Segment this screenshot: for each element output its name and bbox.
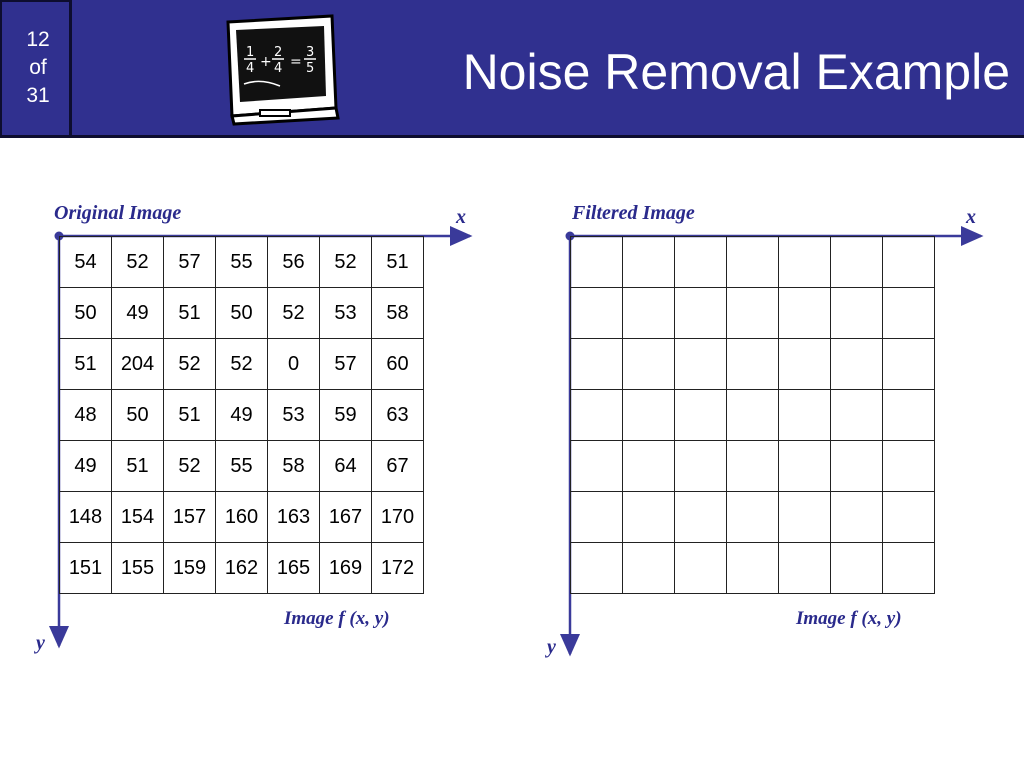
pixel-cell xyxy=(727,288,779,339)
pixel-cell: 51 xyxy=(164,288,216,339)
pixel-cell: 60 xyxy=(372,339,424,390)
pixel-cell: 167 xyxy=(320,492,372,543)
pixel-cell xyxy=(571,339,623,390)
pixel-cell xyxy=(779,492,831,543)
pixel-cell xyxy=(623,492,675,543)
pixel-cell: 55 xyxy=(216,237,268,288)
pixel-cell: 52 xyxy=(112,237,164,288)
pixel-cell xyxy=(727,492,779,543)
pixel-cell xyxy=(779,339,831,390)
pixel-cell: 57 xyxy=(320,339,372,390)
pixel-cell xyxy=(675,288,727,339)
original-image-grid xyxy=(59,236,424,594)
svg-text:1: 1 xyxy=(246,45,255,60)
pixel-cell: 51 xyxy=(60,339,112,390)
pixel-cell: 57 xyxy=(164,237,216,288)
pixel-cell: 49 xyxy=(216,390,268,441)
pixel-cell: 159 xyxy=(164,543,216,594)
pixel-cell xyxy=(883,543,935,594)
pixel-cell: 58 xyxy=(268,441,320,492)
pixel-cell: 151 xyxy=(60,543,112,594)
pixel-cell xyxy=(623,288,675,339)
grid-row xyxy=(60,339,424,390)
pixel-cell: 148 xyxy=(60,492,112,543)
pixel-cell xyxy=(831,492,883,543)
pixel-cell xyxy=(831,390,883,441)
grid-row xyxy=(571,543,935,594)
grid-row xyxy=(60,288,424,339)
pixel-cell: 50 xyxy=(112,390,164,441)
grid-row xyxy=(571,339,935,390)
pixel-cell xyxy=(727,441,779,492)
pixel-cell xyxy=(727,390,779,441)
pixel-cell: 170 xyxy=(372,492,424,543)
pixel-cell: 160 xyxy=(216,492,268,543)
pixel-cell: 67 xyxy=(372,441,424,492)
pixel-cell: 169 xyxy=(320,543,372,594)
pixel-cell xyxy=(883,492,935,543)
pixel-cell xyxy=(623,441,675,492)
right-y-label: y xyxy=(547,636,556,658)
pixel-cell: 52 xyxy=(320,237,372,288)
pixel-cell: 50 xyxy=(216,288,268,339)
pixel-cell: 172 xyxy=(372,543,424,594)
pixel-cell: 52 xyxy=(216,339,268,390)
grid-row xyxy=(60,390,424,441)
pixel-cell: 59 xyxy=(320,390,372,441)
pixel-cell xyxy=(675,441,727,492)
pixel-cell: 49 xyxy=(60,441,112,492)
pixel-cell xyxy=(727,339,779,390)
pixel-cell: 49 xyxy=(112,288,164,339)
pixel-cell xyxy=(883,288,935,339)
pixel-cell: 165 xyxy=(268,543,320,594)
pixel-cell: 52 xyxy=(164,339,216,390)
svg-text:3: 3 xyxy=(306,45,315,60)
grid-row xyxy=(571,237,935,288)
pixel-cell: 54 xyxy=(60,237,112,288)
pixel-cell xyxy=(779,441,831,492)
pixel-cell: 0 xyxy=(268,339,320,390)
svg-text:4: 4 xyxy=(274,61,283,76)
filtered-image-grid xyxy=(570,236,935,594)
pixel-cell xyxy=(727,543,779,594)
pixel-cell xyxy=(779,390,831,441)
grid-row xyxy=(60,237,424,288)
left-caption: Image f (x, y) xyxy=(284,608,390,629)
pixel-cell xyxy=(883,339,935,390)
pixel-cell: 58 xyxy=(372,288,424,339)
pixel-cell xyxy=(623,543,675,594)
pixel-cell xyxy=(831,543,883,594)
pixel-cell: 50 xyxy=(60,288,112,339)
pixel-cell: 162 xyxy=(216,543,268,594)
page-counter: 12 of 31 xyxy=(26,28,50,107)
pixel-cell: 51 xyxy=(164,390,216,441)
grid-row xyxy=(571,441,935,492)
left-y-label: y xyxy=(36,632,45,654)
pixel-cell xyxy=(571,543,623,594)
pixel-cell: 154 xyxy=(112,492,164,543)
grid-row xyxy=(571,492,935,543)
svg-text:=: = xyxy=(290,54,302,70)
left-x-label: x xyxy=(456,206,466,228)
pixel-cell xyxy=(571,441,623,492)
pixel-cell xyxy=(623,390,675,441)
filtered-image-title: Filtered Image xyxy=(572,202,695,224)
right-x-label: x xyxy=(966,206,976,228)
pixel-cell xyxy=(883,441,935,492)
svg-text:+: + xyxy=(260,54,272,70)
pixel-cell: 48 xyxy=(60,390,112,441)
pixel-cell xyxy=(727,237,779,288)
pixel-cell xyxy=(831,339,883,390)
grid-row xyxy=(60,492,424,543)
pixel-cell xyxy=(675,492,727,543)
pixel-cell xyxy=(883,390,935,441)
pixel-cell: 157 xyxy=(164,492,216,543)
pixel-cell xyxy=(779,237,831,288)
pixel-cell xyxy=(675,390,727,441)
pixel-cell: 204 xyxy=(112,339,164,390)
pixel-cell: 163 xyxy=(268,492,320,543)
grid-row xyxy=(60,441,424,492)
pixel-cell: 53 xyxy=(320,288,372,339)
pixel-cell xyxy=(623,339,675,390)
pixel-cell: 51 xyxy=(372,237,424,288)
pixel-cell xyxy=(571,492,623,543)
grid-row xyxy=(571,390,935,441)
pixel-cell xyxy=(831,237,883,288)
pixel-cell xyxy=(571,288,623,339)
pixel-cell: 51 xyxy=(112,441,164,492)
pixel-cell: 64 xyxy=(320,441,372,492)
original-image-title: Original Image xyxy=(54,202,182,224)
pixel-cell xyxy=(779,288,831,339)
pixel-cell xyxy=(571,390,623,441)
pixel-cell xyxy=(831,441,883,492)
grid-row xyxy=(571,288,935,339)
pixel-cell xyxy=(571,237,623,288)
pixel-cell: 52 xyxy=(268,288,320,339)
pixel-cell: 63 xyxy=(372,390,424,441)
svg-text:4: 4 xyxy=(246,61,255,76)
slide-title: Noise Removal Example xyxy=(462,44,1010,100)
right-caption: Image f (x, y) xyxy=(796,608,902,629)
pixel-cell: 155 xyxy=(112,543,164,594)
grid-row xyxy=(60,543,424,594)
pixel-cell: 56 xyxy=(268,237,320,288)
pixel-cell xyxy=(831,288,883,339)
svg-text:2: 2 xyxy=(274,45,283,60)
pixel-cell: 52 xyxy=(164,441,216,492)
pixel-cell xyxy=(623,237,675,288)
pixel-cell xyxy=(779,543,831,594)
pixel-cell xyxy=(883,237,935,288)
svg-text:5: 5 xyxy=(306,61,315,76)
pixel-cell xyxy=(675,543,727,594)
pixel-cell xyxy=(675,237,727,288)
pixel-cell: 55 xyxy=(216,441,268,492)
pixel-cell xyxy=(675,339,727,390)
pixel-cell: 53 xyxy=(268,390,320,441)
